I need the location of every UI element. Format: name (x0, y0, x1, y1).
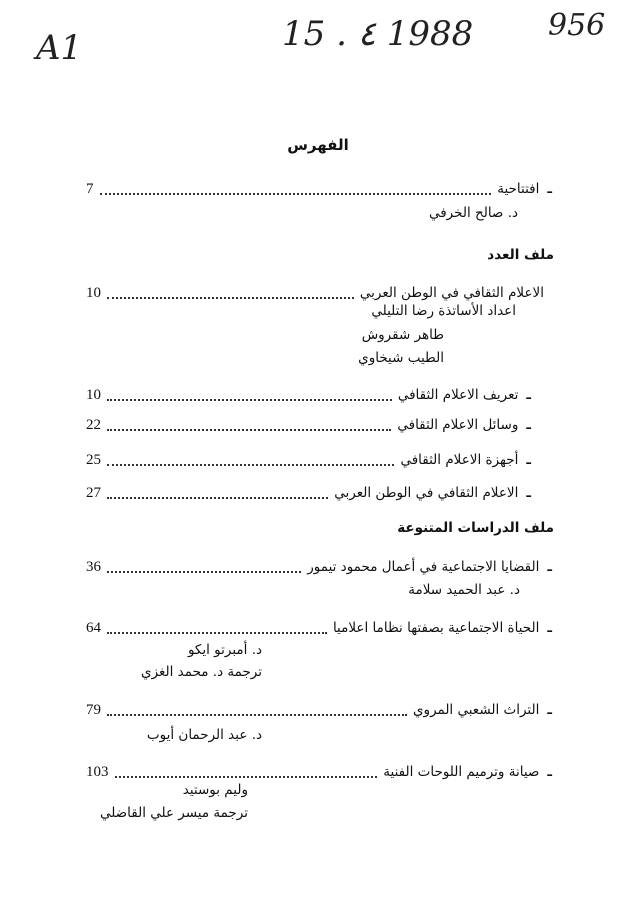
handwritten-code: A1 (36, 28, 83, 68)
section-heading: ملف العدد (487, 247, 554, 263)
entry-page: 103 (86, 763, 109, 780)
toc-entry (86, 483, 531, 503)
entry-title: الاعلام الثقافي في الوطن العربي (334, 485, 519, 501)
dot-leader (107, 389, 392, 401)
toc-entry (86, 385, 531, 405)
entry-title: تعريف الاعلام الثقافي (397, 387, 519, 403)
entry-title: افتتاحية (497, 181, 540, 197)
toc-entry (86, 557, 552, 577)
entry-page: 36 (86, 558, 101, 575)
toc-entry (86, 700, 552, 720)
dot-leader (100, 183, 492, 195)
toc-entry (86, 450, 531, 470)
toc-entry (86, 415, 531, 435)
entry-page: 7 (86, 180, 94, 197)
entry-title: الاعلام الثقافي في الوطن العربي (359, 285, 544, 301)
entry-title: القضايا الاجتماعية في أعمال محمود تيمور (307, 559, 540, 575)
entry-dash: ـ (547, 702, 552, 718)
dot-leader (107, 561, 301, 573)
entry-title: الحياة الاجتماعية بصفتها نظاما اعلاميا (332, 620, 540, 636)
entry-dash: ـ (547, 620, 552, 636)
dot-leader (107, 622, 327, 634)
entry-dash: ـ (526, 417, 531, 433)
entry-title: أجهزة الاعلام الثقافي (400, 452, 519, 468)
toc-entry (86, 283, 552, 303)
entry-author: اعداد الأساتذة رضا التليلي (371, 303, 516, 319)
entry-page: 79 (86, 701, 101, 718)
dot-leader (107, 454, 394, 466)
toc-entry (86, 179, 552, 199)
toc-entry (86, 762, 552, 782)
dot-leader (115, 766, 378, 778)
entry-author: ترجمة ميسر علي القاضلي (99, 805, 248, 821)
dot-leader (107, 704, 407, 716)
entry-author: الطيب شيخاوي (358, 350, 444, 366)
entry-author: د. أمبرتو ايكو (187, 642, 262, 658)
entry-page: 10 (86, 386, 101, 403)
entry-page: 25 (86, 451, 101, 468)
entry-author: د. صالح الخرفي (428, 205, 518, 221)
entry-author: د. عبد الحميد سلامة (408, 582, 520, 598)
entry-dash: ـ (526, 452, 531, 468)
entry-dash: ـ (547, 559, 552, 575)
dot-leader (107, 487, 328, 499)
entry-dash: ـ (547, 181, 552, 197)
entry-author: وليم بوستيد (182, 782, 248, 798)
entry-title: التراث الشعبي المروي (412, 702, 540, 718)
handwritten-date: 15 . ٤ 1988 (282, 14, 474, 54)
entry-title: وسائل الاعلام الثقافي (397, 417, 519, 433)
entry-page: 64 (86, 619, 101, 636)
entry-author: د. عبد الرحمان أيوب (146, 727, 262, 743)
handwritten-number: 956 (548, 8, 606, 43)
entry-page: 27 (86, 484, 101, 501)
entry-page: 10 (86, 284, 101, 301)
toc-entry (86, 618, 552, 638)
entry-author: ترجمة د. محمد الغزي (141, 664, 262, 680)
entry-title: صيانة وترميم اللوحات الفنية (383, 764, 540, 780)
dot-leader (107, 287, 354, 299)
entry-dash: ـ (526, 485, 531, 501)
entry-author: طاهر شقروش (361, 327, 444, 343)
page-title: الفهرس (287, 136, 349, 154)
section-heading: ملف الدراسات المتنوعة (397, 520, 554, 536)
dot-leader (107, 419, 391, 431)
entry-dash: ـ (526, 387, 531, 403)
entry-page: 22 (86, 416, 101, 433)
entry-dash: ـ (547, 764, 552, 780)
